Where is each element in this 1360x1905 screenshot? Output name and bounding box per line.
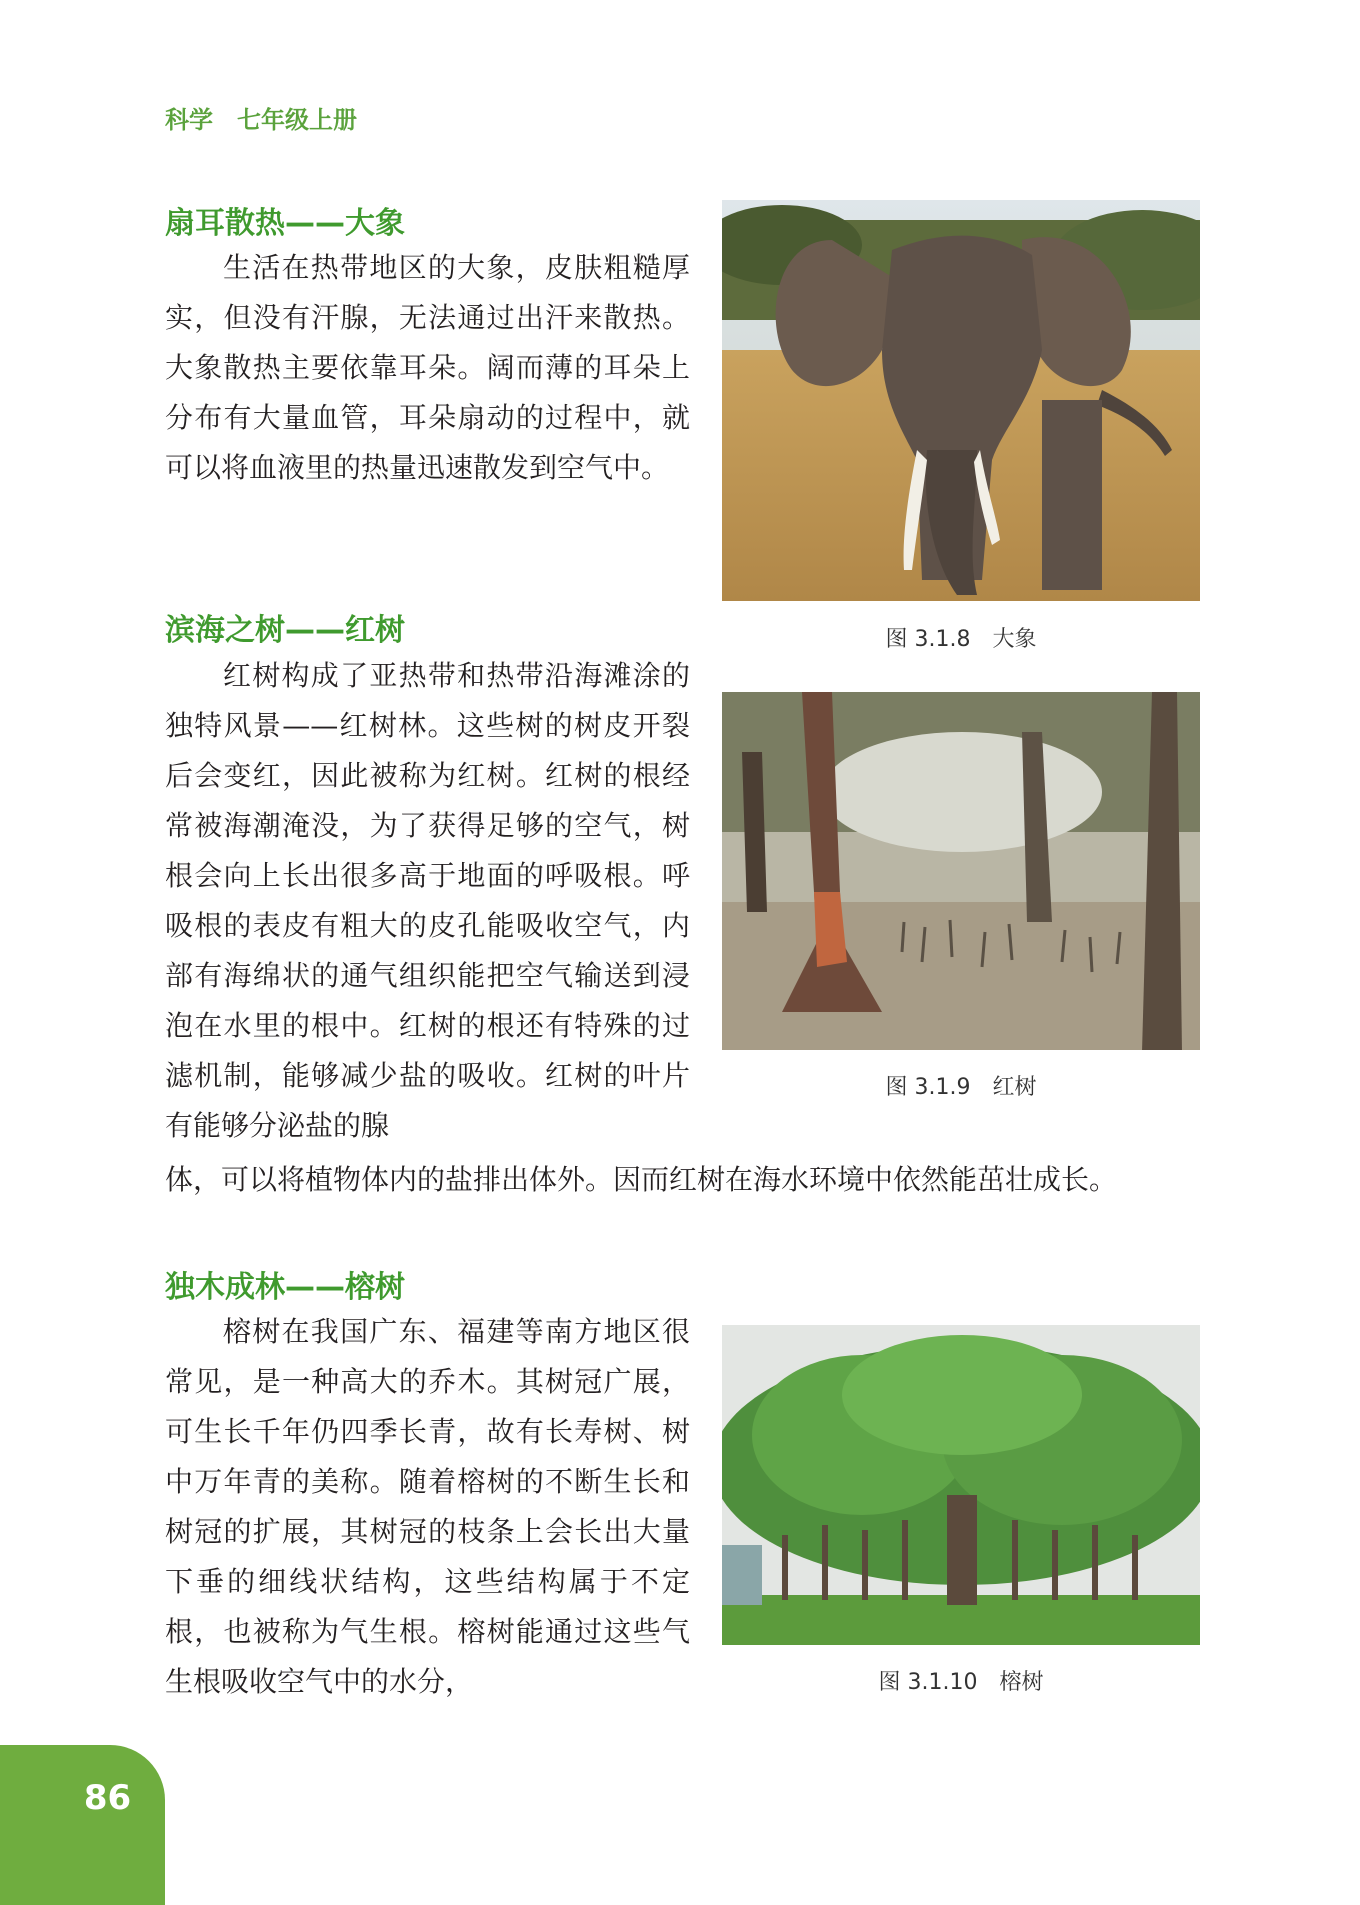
- elephant-photo: [722, 200, 1200, 601]
- banyan-photo: [722, 1325, 1200, 1645]
- paragraph-banyan: 榕树在我国广东、福建等南方地区很常见，是一种高大的乔木。其树冠广展，可生长千年仍四季长青，故有长寿树、树中万年青的美称。随着榕树的不断生长和树冠的扩展，其树冠的枝条上会长出大量下垂的细线状结构，这些结构属于不定根，也被称为气生根。榕树能通过这些气生根吸收空气中的水分，: [165, 1315, 690, 1698]
- paragraph-mangrove: 红树构成了亚热带和热带沿海滩涂的独特风景——红树林。这些树的树皮开裂后会变红，因此被称为红树。红树的根经常被海潮淹没，为了获得足够的空气，树根会向上长出很多高于地面的呼吸根。呼吸根的表皮有粗大的皮孔能吸收空气，内部有海绵状的通气组织能把空气输送到浸泡在水里的根中。红树的根还有特殊的过滤机制，能够减少盐的吸收。红树的叶片有能够分泌盐的腺: [165, 659, 690, 1142]
- section-heading-banyan: 独木成林——榕树: [165, 1270, 405, 1305]
- running-head: 科学 七年级上册: [165, 106, 357, 134]
- paragraph-mangrove-continued: 体，可以将植物体内的盐排出体外。因而红树在海水环境中依然能茁壮成长。: [165, 1163, 1118, 1196]
- paragraph-elephant: 生活在热带地区的大象，皮肤粗糙厚实，但没有汗腺，无法通过出汗来散热。大象散热主要依靠耳朵。阔而薄的耳朵上分布有大量血管，耳朵扇动的过程中，就可以将血液里的热量迅速散发到空气中。: [165, 251, 690, 484]
- section-heading-elephant: 扇耳散热——大象: [165, 206, 405, 241]
- page-number: 86: [83, 1778, 132, 1818]
- mangrove-photo: [722, 692, 1200, 1050]
- section-heading-mangrove: 滨海之树——红树: [165, 613, 405, 648]
- figure-caption-banyan: 图 3.1.10 榕树: [878, 1670, 1044, 1695]
- figure-caption-mangrove: 图 3.1.9 红树: [885, 1075, 1037, 1100]
- figure-caption-elephant: 图 3.1.8 大象: [885, 627, 1037, 652]
- page-number-tab: [0, 1745, 165, 1905]
